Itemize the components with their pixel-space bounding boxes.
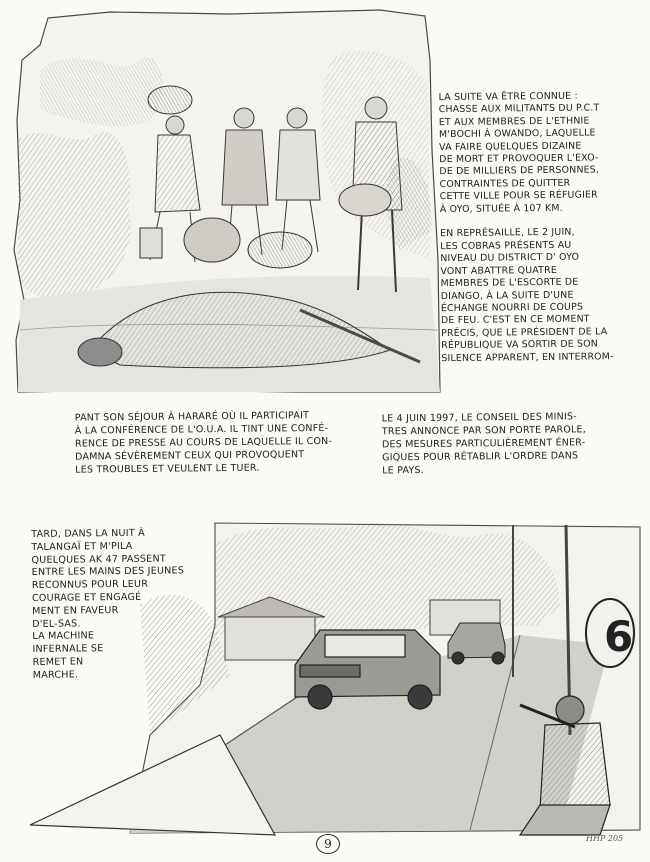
caption-middle-right: LE 4 JUIN 1997, LE CONSEIL DES MINIS- TRES ANNONCE PAR SON PORTE PAROLE, DES MESURES PARTICULIÈREMENT ÉNER- GIQUES POUR RÉTABLIR L'ORDRE DANS LE PAYS. xyxy=(381,411,586,477)
car-vehicle xyxy=(448,623,505,664)
svg-text:6: 6 xyxy=(604,612,634,661)
caption-panel2-left: TARD, DANS LA NUIT À TALANGAÏ ET M'PILA QUELQUES AK 47 PASSENT ENTRE LES MAINS DES JEUNES RECONNUS POUR LEUR COURAGE ET ENGAGÉ MENT EN FAVEUR D'EL-SAS. LA MACHINE INFERNALE SE REMET EN MARCHE. xyxy=(31,527,185,681)
artist-signature: HHP 205 xyxy=(586,834,624,843)
page-number: 9 xyxy=(316,834,340,854)
caption-middle-left: PANT SON SÉJOUR À HARARÉ OÙ IL PARTICIPAIT À LA CONFÉRENCE DE L'O.U.A. IL TINT UNE CONFÉ- RENCE DE PRESSE AU COURS DE LAQUELLE IL CON- DAMNA SÉVÈREMENT CEUX QUI PROVOQUENT LES TROUBLES ET VEULENT LE TUER. xyxy=(74,410,333,476)
caption-panel1-right: LA SUITE VA ÊTRE CONNUE : CHASSE AUX MILITANTS DU P.C.T ET AUX MEMBRES DE L'ETHNIE M'BOCHI À OWANDO, LAQUELLE VA FAIRE QUELQUES DIZAINE DE MORT ET PROVOQUER L'EXO- DE DE MILLIERS DE PERSONNES, CONTRAINTES DE QUITTER CETTE VILLE POUR SE RÉFUGIER À OYO, SITUÉE À 107 KM. EN REPRÉSAILLE, LE 2 JUIN, LES COBRAS PRÉSENTS AU NIVEAU DU DISTRICT D' OYO VONT ABATTRE QUATRE MEMBRES DE L'ESCORTE DE DIANGO, À LA SUITE D'UNE ÉCHANGE NOURRI DE COUPS DE FEU. C'EST EN CE MOMENT PRÉCIS, QUE LE PRÉSIDENT DE LA RÉPUBLIQUE VA SORTIR DE SON SILENCE APPARENT, EN INTERROM- xyxy=(438,90,614,364)
speed-limit-sign xyxy=(586,599,634,667)
